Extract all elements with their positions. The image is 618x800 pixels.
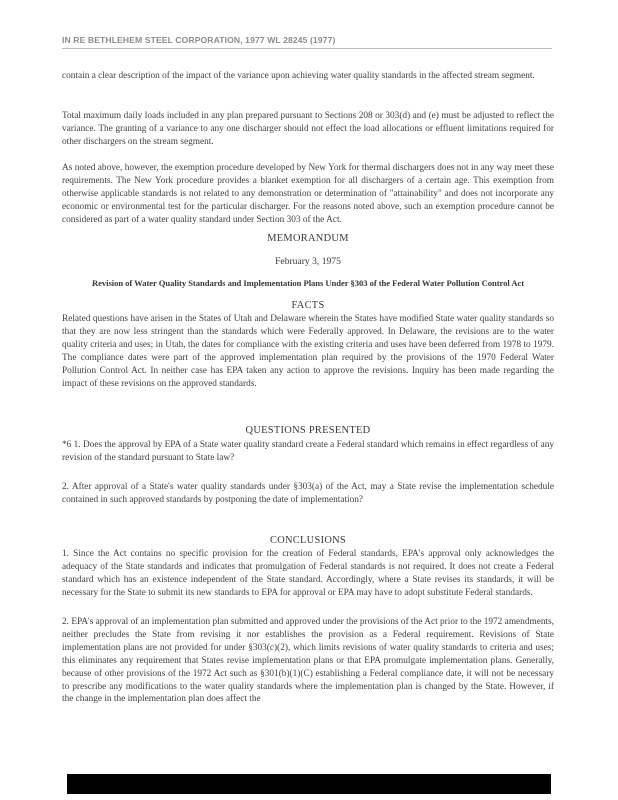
questions-presented-heading: QUESTIONS PRESENTED: [245, 425, 371, 436]
facts-paragraph: Related questions have arisen in the States of Utah and Delaware wherein the States have modified State water quality standards so that they are now less stringent than the standards which were Federally approved. In Delaware, the revisions are to the water quality criteria and uses; in Utah, the dates for compliance with the existing criteria and uses have been deferred from 1978 to 1979. The compliance dates were part of the approved implementation plan required by the provisions of the 1970 Federal Water Pollution Control Act. In neither case has EPA taken any action to approve the revisions. Inquiry has been made regarding the impact of these revisions on the approved standards.: [62, 314, 554, 389]
redaction-bar: [67, 774, 551, 794]
memorandum-heading: MEMORANDUM: [267, 233, 349, 244]
paragraph-variance-impact: contain a clear description of the impact of the variance upon achieving water quality standards in the affected stream segment.: [62, 71, 535, 81]
conclusion-2: 2. EPA's approval of an implementation plan submitted and approved under the provisions of the Act prior to the 1972 amendments, neither precludes the State from revising it nor establishes the provision as a Federal requirement. Revisions of State implementation plans are not provided for under §303(c)(2), which limits revisions of water quality standards to criteria and uses; this eliminates any requirement that States revise implementation plans or that EPA promulgate implementation plans. Generally, because of other provisions of the 1972 Act such as §301(b)(1)(C) establishing a Federal compliance date, it will not be necessary to prescribe any modifications to the water quality standards where the implementation plan is changed by the State. However, if the change in the implementation plan does affect the: [62, 617, 554, 705]
case-citation-header: IN RE BETHLEHEM STEEL CORPORATION, 1977 WL 28245 (1977): [62, 35, 336, 45]
conclusions-heading: CONCLUSIONS: [269, 535, 347, 546]
question-2: 2. After approval of a State's water quality standards under §303(a) of the Act, may a State revise the implementation schedule contained in such approved standards by postponing the date of implementation?: [62, 482, 554, 505]
facts-heading: FACTS: [291, 300, 325, 311]
memorandum-date: February 3, 1975: [275, 256, 341, 267]
conclusion-1: 1. Since the Act contains no specific provision for the creation of Federal standards, EPA's approval only acknowledges the adequacy of the State standards and indicates that promulgation of Federal standards is not required. It does not create a Federal standard which has an existence independent of the State standard. Accordingly, where a State revises its standards, it will be necessary for the State to submit its new standards to EPA for approval or EPA may have to adopt substitute Federal standards.: [62, 549, 554, 598]
paragraph-new-york-exemption: As noted above, however, the exemption procedure developed by New York for thermal dischargers does not in any way meet these requirements. The New York procedure provides a blanket exemption for all dischargers of a certain age. This exemption from otherwise applicable standards is not related to any demonstration or determination of "attainability" and does not incorporate any economic or environmental test for the particular discharger. For the reasons noted above, such an exemption procedure cannot be considered as part of a water quality standard under Section 303 of the Act.: [62, 163, 554, 225]
header-rule: [62, 48, 552, 49]
memorandum-title: Revision of Water Quality Standards and Implementation Plans Under §303 of the Federal Water Pollution Control Act: [91, 278, 525, 288]
question-1: *6 1. Does the approval by EPA of a State water quality standard create a Federal standard which remains in effect regardless of any revision of the standard pursuant to State law?: [62, 440, 554, 463]
paragraph-total-maximum-daily-loads: Total maximum daily loads included in any plan prepared pursuant to Sections 208 or 303(d) and (e) must be adjusted to reflect the variance. The granting of a variance to any one discharger should not effect the load allocations or effluent limitations required for other dischargers on the stream segment.: [62, 111, 554, 147]
